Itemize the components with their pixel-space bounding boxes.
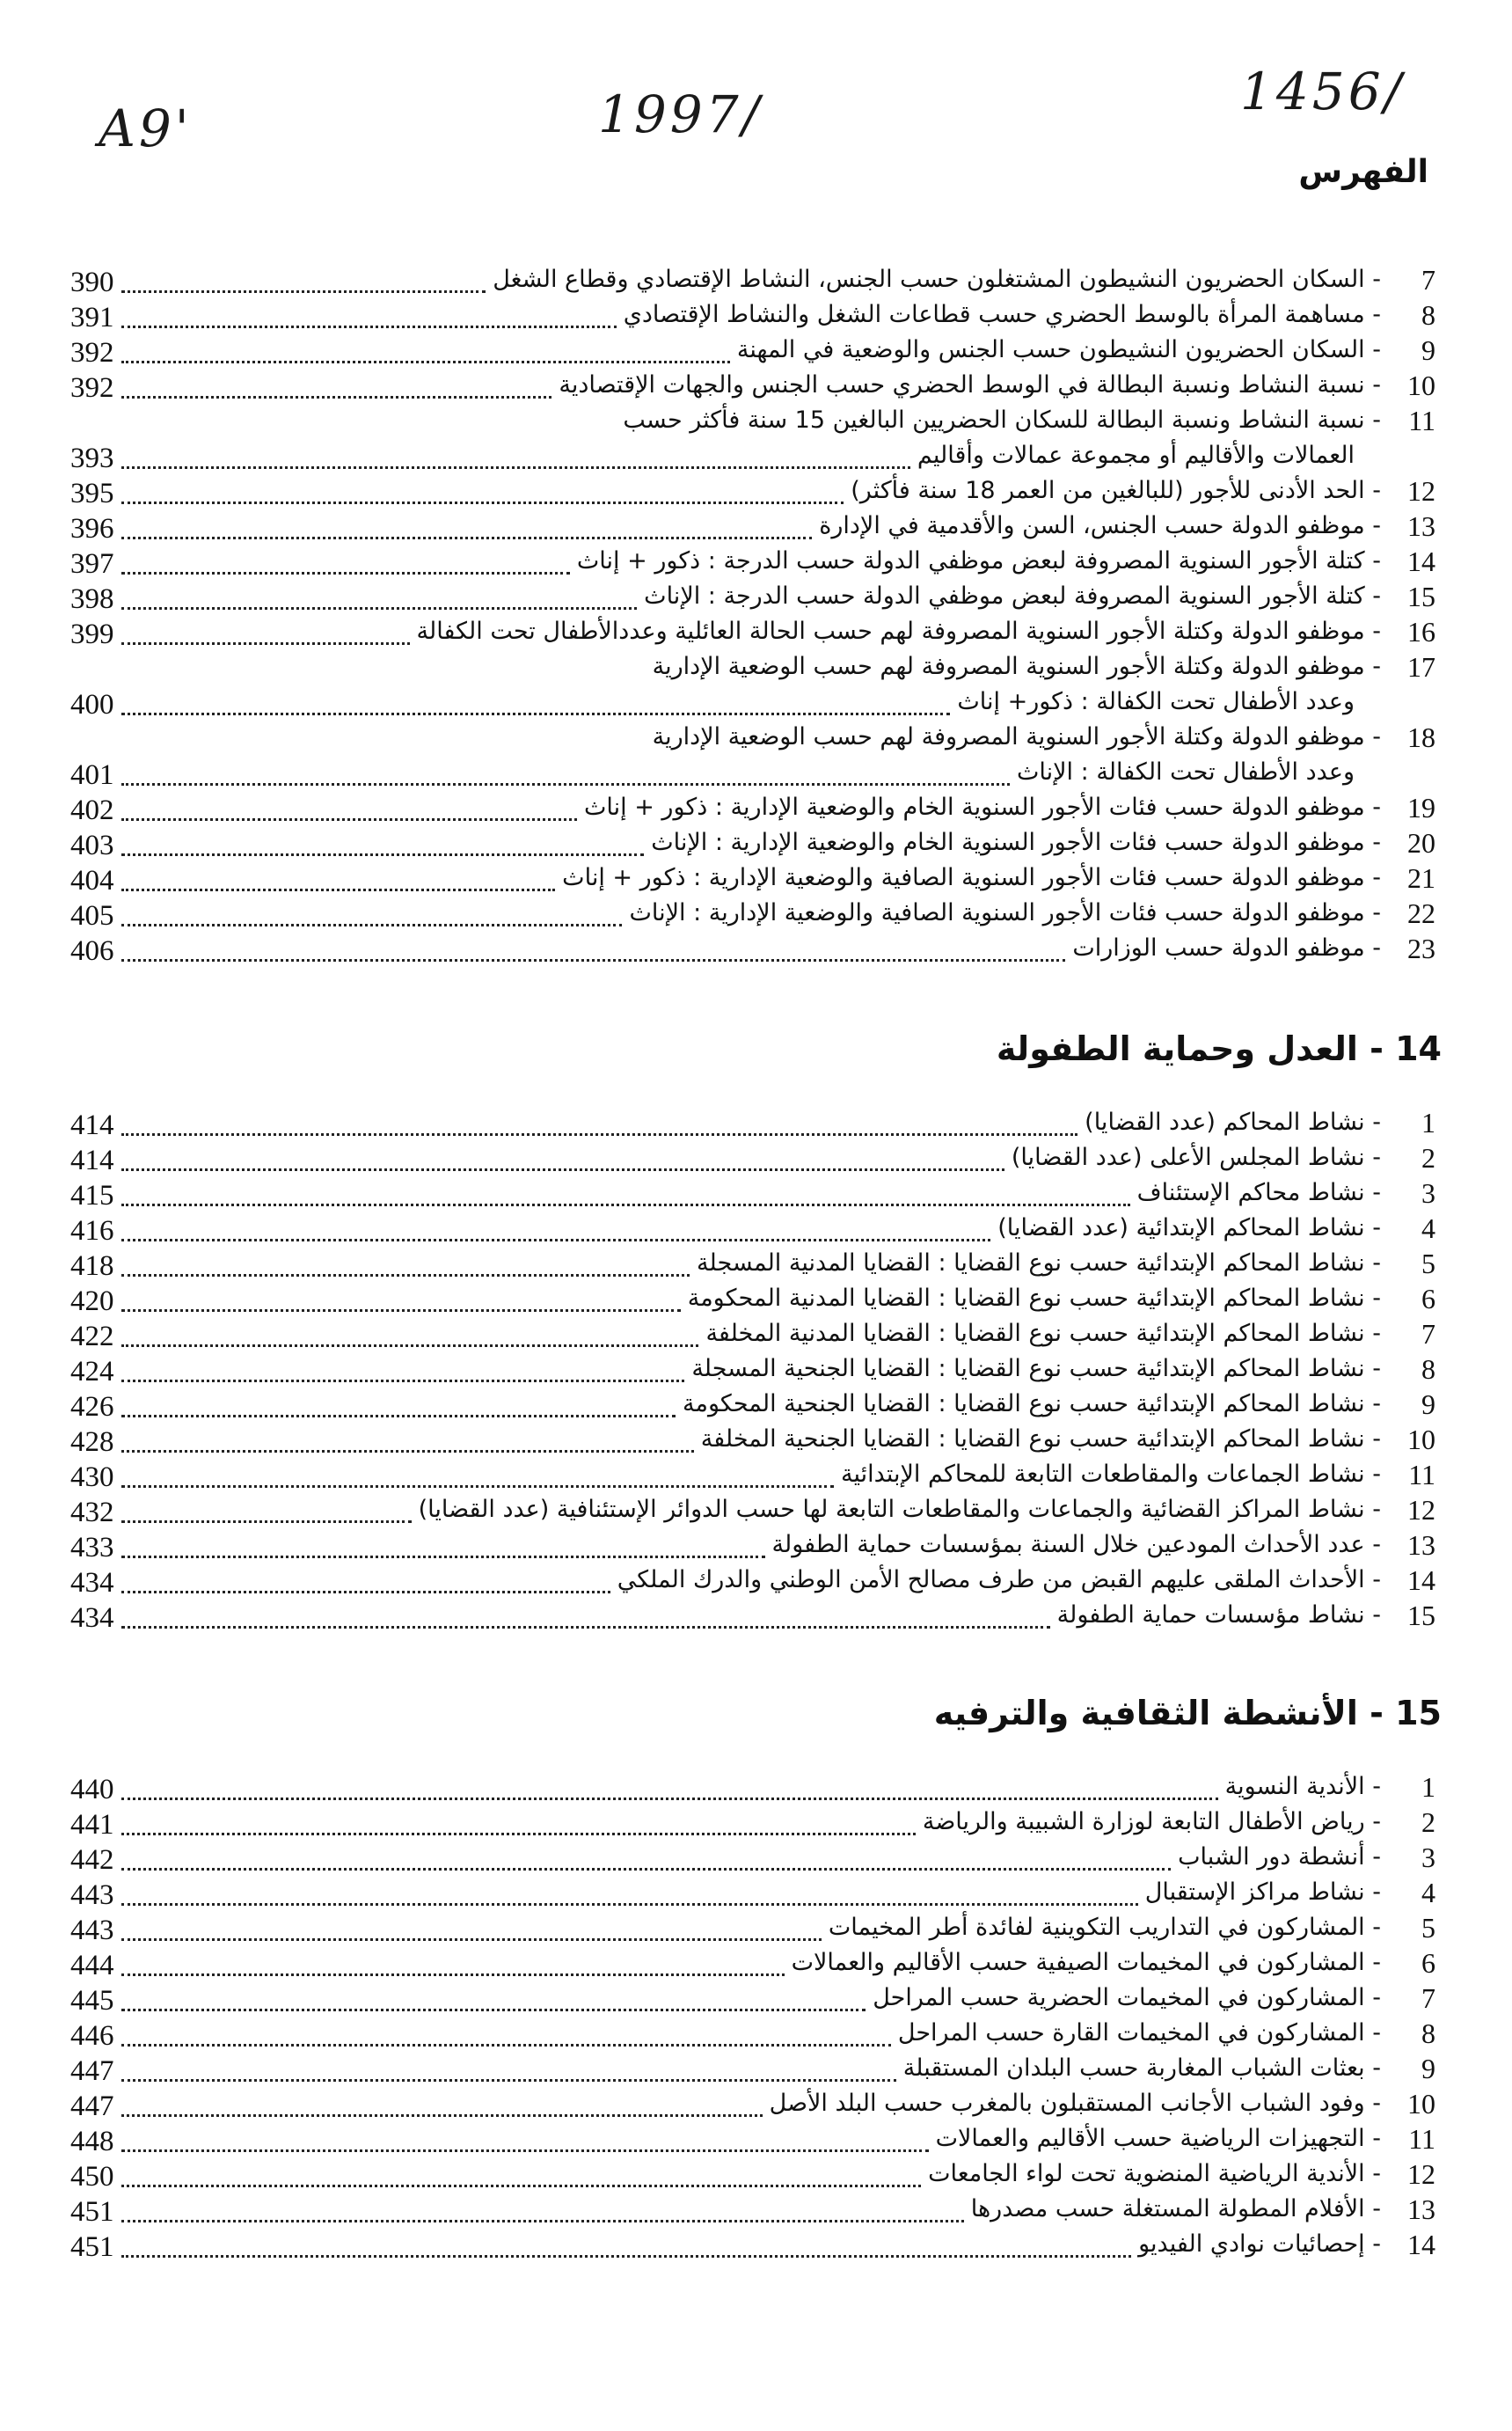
toc-page-number: 443 <box>70 1915 114 1946</box>
toc-section-list <box>70 1771 1443 2264</box>
toc-entry[interactable] <box>70 1912 1443 1947</box>
toc-page-number: 442 <box>70 1844 114 1876</box>
toc-entry-title: - موظفو الدولة حسب فئات الأجور السنوية الصافية والوضعية الإدارية : ذكور + إناث <box>562 864 1381 891</box>
toc-entry-number: 14 <box>1407 2229 1435 2260</box>
toc-entry-number: 4 <box>1421 1212 1435 1244</box>
toc-entry-number: 12 <box>1407 1494 1435 1526</box>
toc-entry-number: 20 <box>1407 827 1435 859</box>
dot-leader <box>121 2185 922 2187</box>
handwritten-note-left: A9' <box>99 99 193 158</box>
toc-entry-title: - الأحداث الملقى عليهم القبض من طرف مصالح الأمن الوطني والدرك الملكي <box>617 1566 1381 1593</box>
toc-entry-title: وعدد الأطفال تحت الكفالة : ذكور+ إناث <box>957 688 1355 715</box>
toc-entry[interactable] <box>70 933 1443 968</box>
toc-page-number: 402 <box>70 794 114 826</box>
toc-page-number: 434 <box>70 1602 114 1634</box>
section-heading: 15 - الأنشطة الثقافية والترفيه <box>933 1694 1442 1732</box>
toc-entry-number: 18 <box>1407 721 1435 753</box>
toc-entry-title: - نشاط محاكم الإستئناف <box>1136 1179 1381 1206</box>
toc-entry-number: 15 <box>1407 1600 1435 1631</box>
toc-entry-number: 5 <box>1421 1248 1435 1279</box>
toc-entry-title: - كتلة الأجور السنوية المصروفة لبعض موظفي الدولة حسب الدرجة : ذكور + إناث <box>576 547 1381 575</box>
toc-entry-number: 3 <box>1421 1177 1435 1209</box>
dot-leader <box>121 537 813 539</box>
toc-entry-title: - نشاط المحاكم (عدد القضايا) <box>1085 1109 1381 1136</box>
toc-entry-number: 1 <box>1421 1107 1435 1139</box>
toc-page-number: 432 <box>70 1497 114 1528</box>
dot-leader <box>121 466 910 469</box>
toc-page-number: 450 <box>70 2161 114 2193</box>
toc-entry-number: 9 <box>1421 1388 1435 1420</box>
toc-entry-title: - إحصائيات نوادي الفيديو <box>1138 2230 1381 2258</box>
dot-leader <box>121 642 410 645</box>
toc-entry[interactable] <box>70 2229 1443 2264</box>
dot-leader <box>121 1591 610 1593</box>
dot-leader <box>121 959 1066 962</box>
toc-entry-number: 10 <box>1407 2088 1435 2120</box>
toc-entry[interactable] <box>70 1600 1443 1635</box>
toc-page-number: 426 <box>70 1391 114 1423</box>
toc-entry-title: - نشاط المحاكم الإبتدائية (عدد القضايا) <box>997 1214 1381 1241</box>
dot-leader <box>121 1520 412 1523</box>
toc-entry-number: 21 <box>1407 862 1435 894</box>
dot-leader <box>121 924 623 926</box>
toc-entry[interactable] <box>70 1424 1443 1459</box>
toc-entry[interactable] <box>70 1806 1443 1842</box>
toc-entry[interactable] <box>70 2158 1443 2193</box>
toc-entry-title: - موظفو الدولة حسب فئات الأجور السنوية الصافية والوضعية الإدارية : الإناث <box>629 899 1381 926</box>
toc-section-list <box>70 264 1443 968</box>
toc-entry-title: - نشاط مؤسسات حماية الطفولة <box>1056 1601 1381 1629</box>
toc-entry[interactable] <box>70 1564 1443 1600</box>
dot-leader <box>121 713 951 715</box>
toc-entry-title: - نشاط المحاكم الإبتدائية حسب نوع القضايا : القضايا الجنحية المحكومة <box>683 1390 1381 1417</box>
toc-page-number: 443 <box>70 1879 114 1911</box>
toc-entry[interactable] <box>70 1212 1443 1248</box>
dot-leader <box>121 1798 1218 1800</box>
toc-page-number: 395 <box>70 478 114 509</box>
toc-entry-title: - الحد الأدنى للأجور (للبالغين من العمر 18 سنة فأكثر) <box>851 477 1381 504</box>
toc-page-number: 446 <box>70 2020 114 2052</box>
toc-entry-title: - السكان الحضريون النشيطون حسب الجنس والوضعية في المهنة <box>736 336 1381 363</box>
toc-entry-title: العمالات والأقاليم أو مجموعة عمالات وأقاليم <box>917 442 1355 469</box>
toc-entry-title: - موظفو الدولة وكتلة الأجور السنوية المصروفة لهم حسب الوضعية الإدارية <box>652 653 1381 680</box>
toc-entry[interactable] <box>70 2017 1443 2053</box>
toc-entry-number: 10 <box>1407 1424 1435 1455</box>
dot-leader <box>121 1556 765 1558</box>
toc-page-number: 447 <box>70 2091 114 2122</box>
dot-leader <box>121 1973 785 1976</box>
dot-leader <box>121 1485 835 1488</box>
dot-leader <box>121 818 577 821</box>
toc-page-number: 445 <box>70 1985 114 2017</box>
toc-entry-title: - نشاط الجماعات والمقاطعات التابعة للمحاكم الإبتدائية <box>841 1461 1381 1488</box>
dot-leader <box>121 2255 1132 2258</box>
toc-entry[interactable] <box>70 1107 1443 1142</box>
toc-entry-number: 13 <box>1407 1529 1435 1561</box>
toc-entry[interactable] <box>70 1283 1443 1318</box>
toc-entry[interactable] <box>70 1771 1443 1806</box>
dot-leader <box>121 2149 929 2152</box>
toc-entry-number: 1 <box>1421 1771 1435 1803</box>
toc-page-number: 444 <box>70 1950 114 1981</box>
toc-entry-title: - موظفو الدولة وكتلة الأجور السنوية المصروفة لهم حسب الحالة العائلية وعددالأطفال تحت الكفالة <box>416 618 1381 645</box>
toc-entry-number: 13 <box>1407 2193 1435 2225</box>
toc-entry-number: 6 <box>1421 1947 1435 1979</box>
dot-leader <box>121 572 570 575</box>
toc-entry-number: 17 <box>1407 651 1435 683</box>
dot-leader <box>121 361 730 363</box>
toc-entry-number: 14 <box>1407 1564 1435 1596</box>
toc-entry[interactable] <box>70 581 1443 616</box>
toc-entry[interactable] <box>70 2193 1443 2229</box>
toc-entry-number: 13 <box>1407 510 1435 542</box>
toc-entry-title: - رياض الأطفال التابعة لوزارة الشبيبة والرياضة <box>922 1808 1381 1835</box>
toc-entry-title: - وفود الشباب الأجانب المستقبلون بالمغرب حسب البلد الأصل <box>769 2090 1381 2117</box>
toc-page-number: 415 <box>70 1180 114 1212</box>
dot-leader <box>121 889 556 891</box>
dot-leader <box>121 2079 896 2082</box>
toc-page-number: 414 <box>70 1145 114 1176</box>
toc-entry-title: - نشاط المجلس الأعلى (عدد القضايا) <box>1011 1144 1381 1171</box>
dot-leader <box>121 396 552 399</box>
toc-entry[interactable] <box>70 1142 1443 1177</box>
dot-leader <box>121 1450 694 1453</box>
toc-entry[interactable] <box>70 616 1443 651</box>
toc-entry[interactable] <box>70 475 1443 510</box>
toc-entry-number: 4 <box>1421 1877 1435 1908</box>
toc-entry[interactable] <box>70 1842 1443 1877</box>
dot-leader <box>121 1168 1004 1171</box>
toc-entry-number: 5 <box>1421 1912 1435 1944</box>
toc-entry-number: 9 <box>1421 2053 1435 2084</box>
toc-page-number: 404 <box>70 865 114 897</box>
toc-entry-title: - كتلة الأجور السنوية المصروفة لبعض موظفي الدولة حسب الدرجة : الإناث <box>644 582 1381 610</box>
toc-page-number: 405 <box>70 900 114 932</box>
toc-entry[interactable] <box>70 2088 1443 2123</box>
dot-leader <box>121 1626 1050 1629</box>
dot-leader <box>121 1239 991 1241</box>
toc-entry[interactable] <box>70 721 1443 792</box>
toc-entry-title: - نشاط المحاكم الإبتدائية حسب نوع القضايا : القضايا الجنحية المسجلة <box>691 1355 1381 1382</box>
toc-entry-number: 10 <box>1407 370 1435 401</box>
toc-entry[interactable] <box>70 2053 1443 2088</box>
toc-entry-number: 8 <box>1421 299 1435 331</box>
toc-entry-title: - نشاط المحاكم الإبتدائية حسب نوع القضايا : القضايا المدنية المخلفة <box>705 1320 1381 1347</box>
toc-page-number: 433 <box>70 1532 114 1563</box>
dot-leader <box>121 1309 681 1312</box>
toc-entry-number: 7 <box>1421 264 1435 296</box>
toc-entry-title: وعدد الأطفال تحت الكفالة : الإناث <box>1017 758 1355 786</box>
toc-section-list <box>70 1107 1443 1635</box>
toc-entry-title: - بعثات الشباب المغاربة حسب البلدان المستقبلة <box>902 2054 1381 2082</box>
dot-leader <box>121 1868 1172 1871</box>
dot-leader <box>121 2114 763 2117</box>
dot-leader <box>121 1415 676 1417</box>
toc-entry-title: - أنشطة دور الشباب <box>1178 1843 1381 1871</box>
toc-page-number: 403 <box>70 830 114 861</box>
toc-page-number: 391 <box>70 302 114 333</box>
toc-entry-number: 9 <box>1421 334 1435 366</box>
toc-entry[interactable] <box>70 651 1443 721</box>
dot-leader <box>121 1133 1078 1136</box>
toc-entry-title: - نسبة النشاط ونسبة البطالة في الوسط الحضري حسب الجنس والجهات الإقتصادية <box>559 371 1381 399</box>
toc-entry-number: 23 <box>1407 933 1435 964</box>
toc-entry[interactable] <box>70 546 1443 581</box>
toc-entry-number: 8 <box>1421 1353 1435 1385</box>
toc-page-number: 414 <box>70 1109 114 1141</box>
dot-leader <box>121 326 617 328</box>
toc-entry-title: - الأندية الرياضية المنضوية تحت لواء الجامعات <box>928 2160 1381 2187</box>
toc-entry-title: - مساهمة المرأة بالوسط الحضري حسب قطاعات الشغل والنشاط الإقتصادي <box>623 301 1381 328</box>
toc-entry-title: - موظفو الدولة حسب فئات الأجور السنوية الخام والوضعية الإدارية : الإناث <box>651 829 1381 856</box>
toc-page-number: 430 <box>70 1461 114 1493</box>
toc-page-number: 434 <box>70 1567 114 1599</box>
toc-entry[interactable] <box>70 264 1443 299</box>
toc-entry-title: - المشاركون في المخيمات القارة حسب المراحل <box>897 2019 1381 2047</box>
toc-entry[interactable] <box>70 1947 1443 1982</box>
toc-entry-title: - المشاركون في التداريب التكوينية لفائدة أطر المخيمات <box>828 1914 1381 1941</box>
toc-entry-number: 11 <box>1408 2123 1435 2155</box>
dot-leader <box>121 1380 685 1382</box>
toc-entry[interactable] <box>70 897 1443 933</box>
toc-entry[interactable] <box>70 1353 1443 1388</box>
toc-page-number: 448 <box>70 2126 114 2157</box>
dot-leader <box>121 502 844 504</box>
toc-entry-title: - السكان الحضريون النشيطون المشتغلون حسب الجنس، النشاط الإقتصادي وقطاع الشغل <box>493 266 1381 293</box>
toc-page-number: 397 <box>70 548 114 580</box>
toc-entry-number: 11 <box>1408 1459 1435 1490</box>
toc-page-number: 406 <box>70 935 114 967</box>
toc-page-number: 424 <box>70 1356 114 1388</box>
toc-entry-number: 7 <box>1421 1318 1435 1350</box>
dot-leader <box>121 1274 690 1277</box>
toc-entry[interactable] <box>70 862 1443 897</box>
toc-entry[interactable] <box>70 510 1443 546</box>
toc-entry[interactable] <box>70 792 1443 827</box>
dot-leader <box>121 290 486 293</box>
toc-page-number: 396 <box>70 513 114 545</box>
handwritten-note-center: 1997/ <box>598 84 763 144</box>
toc-entry-number: 6 <box>1421 1283 1435 1314</box>
dot-leader <box>121 2220 964 2222</box>
toc-entry[interactable] <box>70 1248 1443 1283</box>
toc-entry-number: 19 <box>1407 792 1435 824</box>
toc-page-number: 416 <box>70 1215 114 1247</box>
toc-entry-title: - الأندية النسوية <box>1224 1773 1381 1800</box>
toc-entry[interactable] <box>70 1177 1443 1212</box>
toc-page-number: 393 <box>70 443 114 474</box>
toc-entry-title: - موظفو الدولة حسب فئات الأجور السنوية الخام والوضعية الإدارية : ذكور + إناث <box>583 794 1381 821</box>
toc-entry[interactable] <box>70 1877 1443 1912</box>
toc-entry-number: 8 <box>1421 2017 1435 2049</box>
toc-entry-title: - التجهيزات الرياضية حسب الأقاليم والعمالات <box>935 2125 1381 2152</box>
dot-leader <box>121 2009 866 2011</box>
toc-page-number: 451 <box>70 2196 114 2228</box>
handwritten-note-right: 1456/ <box>1240 62 1406 121</box>
toc-entry-title: - عدد الأحداث المودعين خلال السنة بمؤسسات حماية الطفولة <box>771 1531 1381 1558</box>
toc-page-number: 422 <box>70 1321 114 1352</box>
toc-page-number: 420 <box>70 1285 114 1317</box>
toc-entry-number: 22 <box>1407 897 1435 929</box>
toc-entry-title: - المشاركون في المخيمات الصيفية حسب الأقاليم والعمالات <box>791 1949 1381 1976</box>
toc-entry[interactable] <box>70 370 1443 405</box>
toc-entry-number: 2 <box>1421 1142 1435 1174</box>
section-heading: 14 - العدل وحماية الطفولة <box>996 1029 1442 1068</box>
toc-page-number: 428 <box>70 1426 114 1458</box>
toc-entry[interactable] <box>70 1982 1443 2017</box>
toc-entry-title: - نشاط المحاكم الإبتدائية حسب نوع القضايا : القضايا الجنحية المخلفة <box>700 1425 1381 1453</box>
toc-entry-title: - نسبة النشاط ونسبة البطالة للسكان الحضريين البالغين 15 سنة فأكثر حسب <box>623 406 1381 434</box>
page-title: الفهرس <box>1298 154 1428 190</box>
toc-entry-number: 3 <box>1421 1842 1435 1873</box>
dot-leader <box>121 1204 1130 1206</box>
toc-entry[interactable] <box>70 299 1443 334</box>
toc-page-number: 418 <box>70 1250 114 1282</box>
toc-entry[interactable] <box>70 1459 1443 1494</box>
toc-entry[interactable] <box>70 2123 1443 2158</box>
toc-entry-title: - موظفو الدولة حسب الجنس، السن والأقدمية في الإدارة <box>819 512 1381 539</box>
toc-page-number: 390 <box>70 267 114 298</box>
toc-page-number: 441 <box>70 1809 114 1841</box>
toc-entry-title: - نشاط المراكز القضائية والجماعات والمقاطعات التابعة لها حسب الدوائر الإستئنافية (عدد القضايا) <box>418 1496 1381 1523</box>
toc-page-number: 440 <box>70 1774 114 1805</box>
toc-entry[interactable] <box>70 334 1443 370</box>
toc-entry-title: - نشاط المحاكم الإبتدائية حسب نوع القضايا : القضايا المدنية المسجلة <box>697 1249 1381 1277</box>
dot-leader <box>121 853 645 856</box>
dot-leader <box>121 1833 916 1835</box>
toc-entry-number: 2 <box>1421 1806 1435 1838</box>
toc-entry[interactable] <box>70 1494 1443 1529</box>
toc-entry-number: 16 <box>1407 616 1435 648</box>
toc-entry-number: 11 <box>1408 405 1435 436</box>
dot-leader <box>121 607 638 610</box>
toc-page-number: 392 <box>70 372 114 404</box>
toc-entry-number: 12 <box>1407 2158 1435 2190</box>
toc-entry-number: 12 <box>1407 475 1435 507</box>
dot-leader <box>121 2044 891 2047</box>
toc-entry[interactable] <box>70 1388 1443 1424</box>
toc-page-number: 400 <box>70 689 114 721</box>
toc-entry-title: - المشاركون في المخيمات الحضرية حسب المراحل <box>873 1984 1381 2011</box>
toc-page-number: 399 <box>70 619 114 650</box>
toc-entry-title: - نشاط مراكز الإستقبال <box>1144 1878 1381 1906</box>
toc-entry[interactable] <box>70 827 1443 862</box>
toc-page-number: 451 <box>70 2231 114 2263</box>
toc-entry-title: - الأفلام المطولة المستغلة حسب مصدرها <box>970 2195 1381 2222</box>
toc-page-number: 392 <box>70 337 114 369</box>
dot-leader <box>121 1903 1138 1906</box>
toc-entry-title: - نشاط المحاكم الإبتدائية حسب نوع القضايا : القضايا المدنية المحكومة <box>687 1285 1381 1312</box>
toc-entry-title: - موظفو الدولة حسب الوزارات <box>1072 934 1381 962</box>
toc-entry-number: 14 <box>1407 546 1435 577</box>
dot-leader <box>121 1344 699 1347</box>
toc-page-number: 401 <box>70 759 114 791</box>
toc-page-number: 398 <box>70 583 114 615</box>
toc-entry-number: 7 <box>1421 1982 1435 2014</box>
toc-page-number: 447 <box>70 2055 114 2087</box>
toc-entry-title: - موظفو الدولة وكتلة الأجور السنوية المصروفة لهم حسب الوضعية الإدارية <box>652 723 1381 751</box>
toc-entry[interactable] <box>70 1529 1443 1564</box>
dot-leader <box>121 1938 822 1941</box>
dot-leader <box>121 783 1011 786</box>
toc-entry[interactable] <box>70 405 1443 475</box>
toc-entry[interactable] <box>70 1318 1443 1353</box>
toc-entry-number: 15 <box>1407 581 1435 612</box>
